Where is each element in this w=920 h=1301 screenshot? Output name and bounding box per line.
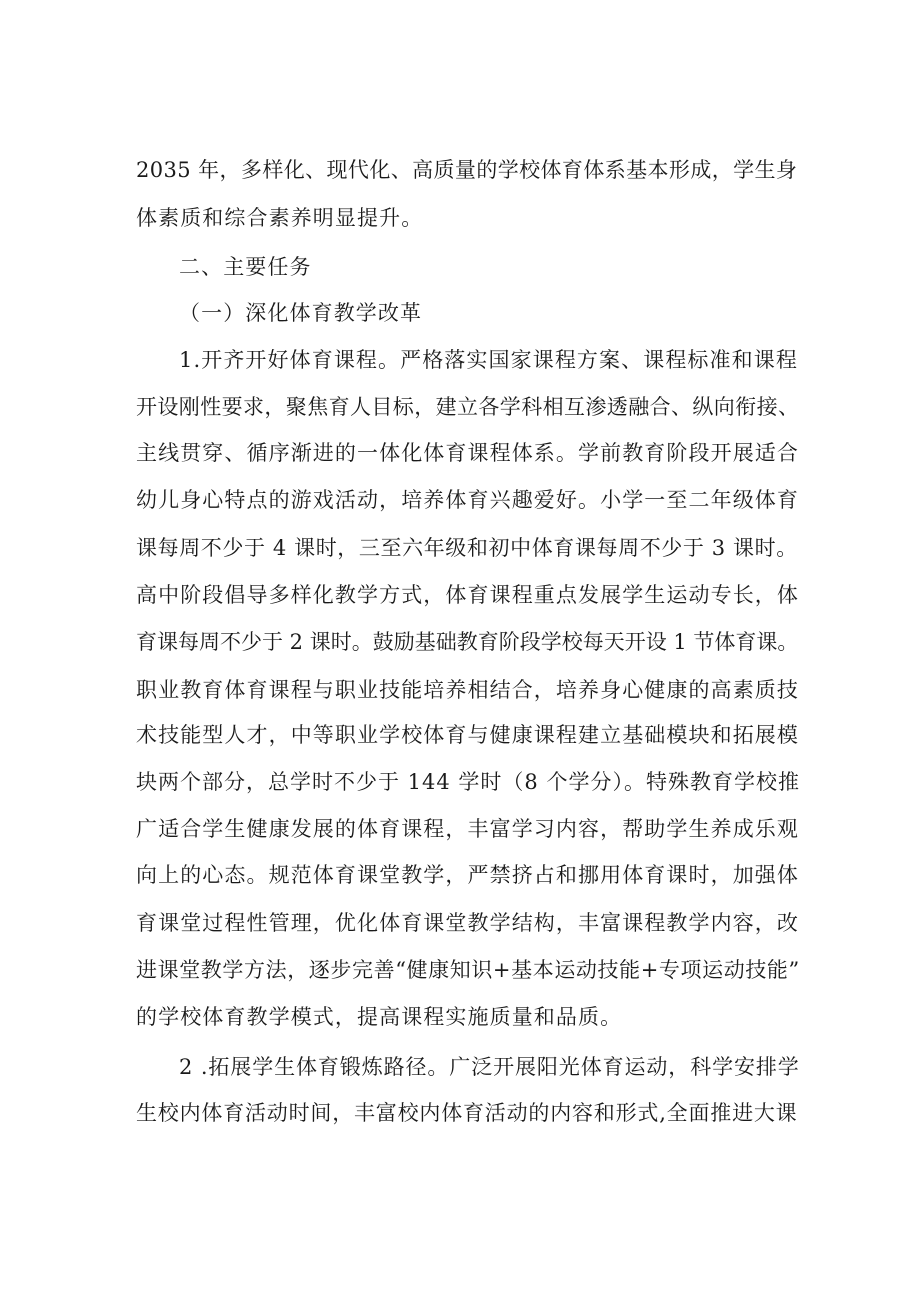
- text-line: 主线贯穿、循序渐进的一体化体育课程体系。学前教育阶段开展适合: [136, 441, 799, 465]
- text-line: 2035 年，多样化、现代化、高质量的学校体育体系基本形成，学生身: [136, 158, 798, 182]
- text-line: 课每周不少于 4 课时，三至六年级和初中体育课每周不少于 3 课时。: [136, 536, 798, 560]
- text-line: 体素质和综合素养明显提升。: [136, 206, 424, 230]
- text-line: 职业教育体育课程与职业技能培养相结合，培养身心健康的高素质技: [136, 678, 799, 702]
- text-line: 高中阶段倡导多样化教学方式，体育课程重点发展学生运动专长，体: [136, 583, 799, 607]
- text-line: 开设刚性要求，聚焦育人目标，建立各学科相互渗透融合、纵向衔接、: [136, 395, 800, 419]
- text-line: 块两个部分，总学时不少于 144 学时（8 个学分）。特殊教育学校推: [136, 770, 800, 794]
- text-line: 进课堂教学方法，逐步完善“健康知识+基本运动技能+专项运动技能”: [136, 958, 800, 982]
- text-line: 的学校体育教学模式，提高课程实施质量和品质。: [136, 1005, 623, 1029]
- paragraph-first-line: 1.开齐开好体育课程。严格落实国家课程方案、课程标准和课程: [179, 348, 798, 372]
- text-line: 育课每周不少于 2 课时。鼓励基础教育阶段学校每天开设 1 节体育课。: [136, 630, 799, 654]
- subsection-heading: （一）深化体育教学改革: [179, 301, 423, 325]
- section-heading: 二、主要任务: [179, 255, 312, 279]
- paragraph-first-line: 2 .拓展学生体育锻炼路径。广泛开展阳光体育运动，科学安排学: [179, 1055, 800, 1079]
- text-line: 育课堂过程性管理，优化体育课堂教学结构，丰富课程教学内容，改: [136, 911, 799, 935]
- text-line: 广适合学生健康发展的体育课程，丰富学习内容，帮助学生养成乐观: [136, 817, 799, 841]
- text-line: 向上的心态。规范体育课堂教学，严禁挤占和挪用体育课时，加强体: [136, 863, 799, 887]
- text-line: 生校内体育活动时间，丰富校内体育活动的内容和形式,全面推进大课: [136, 1101, 798, 1125]
- text-line: 术技能型人才，中等职业学校体育与健康课程建立基础模块和拓展模: [136, 723, 799, 747]
- text-line: 幼儿身心特点的游戏活动，培养体育兴趣爱好。小学一至二年级体育: [136, 488, 799, 512]
